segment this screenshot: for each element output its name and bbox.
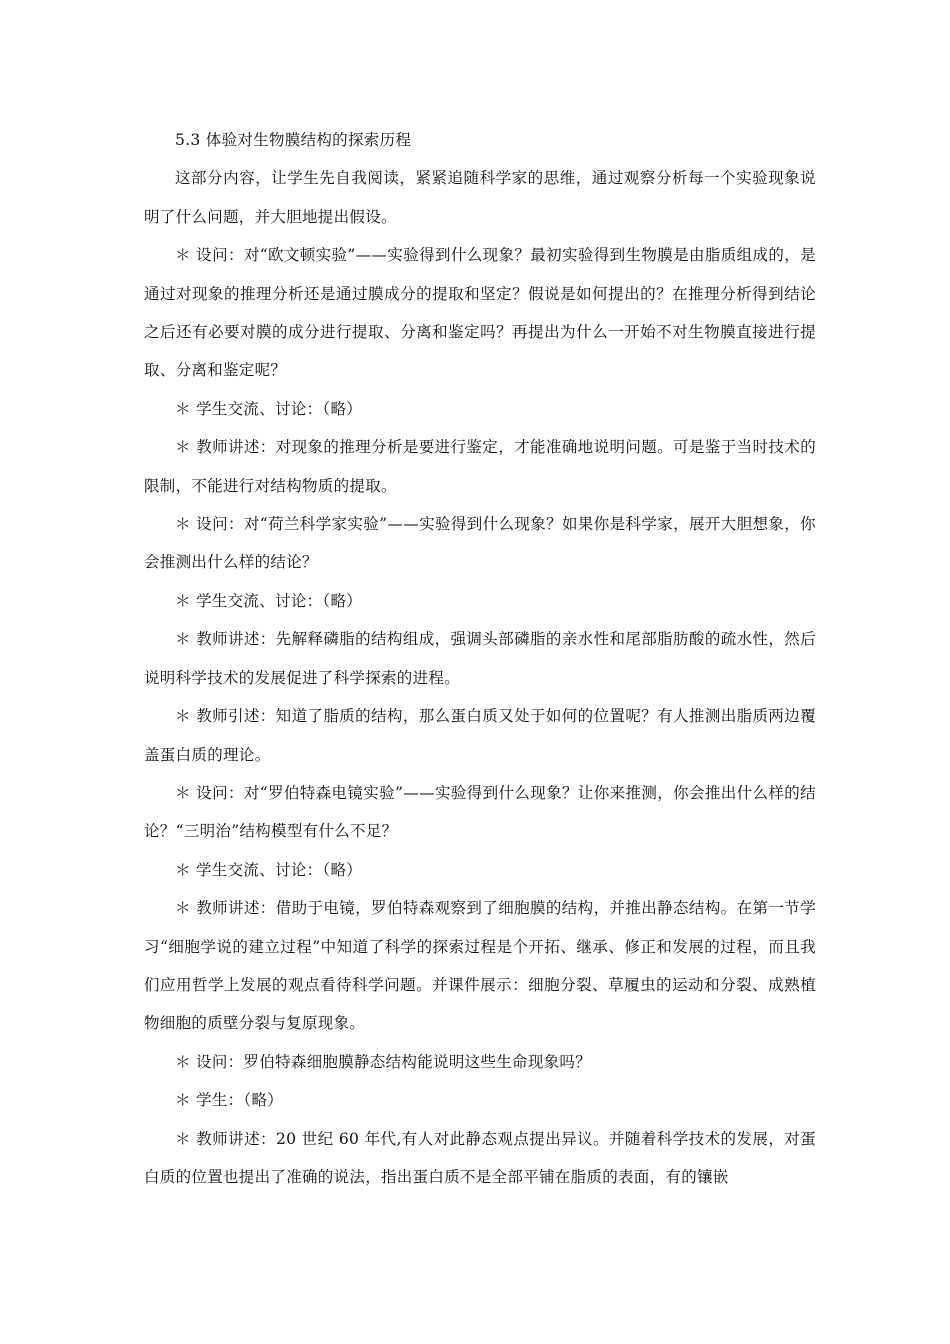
section-heading: 5.3 体验对生物膜结构的探索历程 [175,131,412,149]
paragraph-student-discussion-2: ＊ 学生交流、讨论：（略） [175,591,363,610]
paragraph-teacher-explain-2: ＊ 教师讲述：先解释磷脂的结构组成，强调头部磷脂的亲水性和尾部脂肪酸的疏水性，然后说明科学技术的发展促进了科学探索的进程。 [144,630,816,687]
paragraph-teacher-explain-3: ＊ 教师讲述：借助于电镜，罗伯特森观察到了细胞膜的结构，并推出静态结构。在第一节学习“细胞学说的建立过程”中知道了科学的探索过程是个开拓、继承、修正和发展的过程，而且我们应用哲学上发展的观点看待科学问题。并课件展示：细胞分裂、草履虫的运动和分裂、成熟植物细胞的质壁分裂与复原现象。 [144,899,816,1033]
paragraph-student-answer: ＊ 学生：（略） [175,1091,284,1110]
paragraph-question-overton: ＊ 设问：对“欧文顿实验”——实验得到什么现象？最初实验得到生物膜是由脂质组成的，是通过对现象的推理分析还是通过膜成分的提取和坚定？假说是如何提出的？在推理分析得到结论之后还有必要对膜的成分进行提取、分离和鉴定吗？再提出为什么一开始不对生物膜直接进行提取、分离和鉴定呢？ [144,246,816,380]
paragraph-teacher-explain-1: ＊ 教师讲述：对现象的推理分析是要进行鉴定，才能准确地说明问题。可是鉴于当时技术的限制，不能进行对结构物质的提取。 [144,438,816,495]
document-body [144,121,816,1196]
paragraph-teacher-introduce: ＊ 教师引述：知道了脂质的结构，那么蛋白质又处于如何的位置呢？有人推测出脂质两边覆盖蛋白质的理论。 [144,707,816,764]
paragraph-question-robertson: ＊ 设问：对“罗伯特森电镜实验”——实验得到什么现象？让你来推测，你会推出什么样的结论？“三明治”结构模型有什么不足？ [144,783,816,841]
paragraph-question-static: ＊ 设问：罗伯特森细胞膜静态结构能说明这些生命现象吗？ [175,1052,592,1071]
paragraph-intro: 这部分内容，让学生先自我阅读，紧紧追随科学家的思维，通过观察分析每一个实验现象说明了什么问题，并大胆地提出假设。 [144,169,816,226]
paragraph-student-discussion-1: ＊ 学生交流、讨论：（略） [175,399,363,418]
paragraph-teacher-explain-4: ＊ 教师讲述：20 世纪 60 年代,有人对此静态观点提出异议。并随着科学技术的发展，对蛋白质的位置也提出了准确的说法，指出蛋白质不是全部平铺在脂质的表面，有的镶嵌 [144,1129,816,1186]
paragraph-student-discussion-3: ＊ 学生交流、讨论：（略） [175,860,363,879]
paragraph-question-dutch: ＊ 设问：对“荷兰科学家实验”——实验得到什么现象？如果你是科学家，展开大胆想象，你会推测出什么样的结论？ [144,515,816,572]
